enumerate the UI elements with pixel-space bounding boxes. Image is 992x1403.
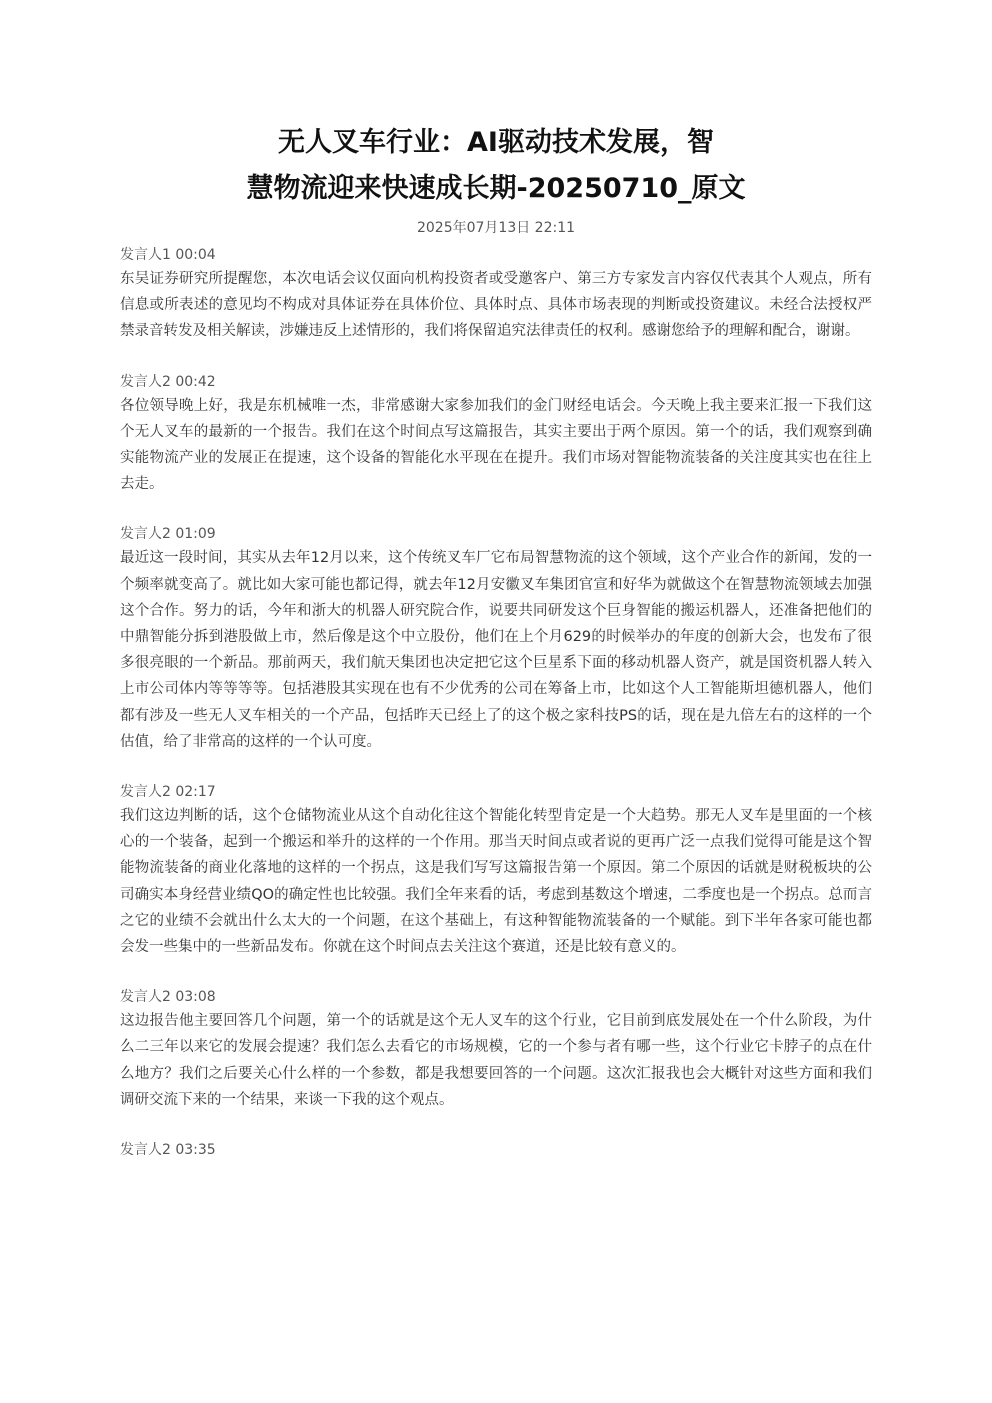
- transcript-segment: [120, 986, 872, 1113]
- segment-text: 各位领导晚上好，我是东机械唯一杰，非常感谢大家参加我们的金门财经电话会。今天晚上我主要来汇报一下我们这个无人叉车的最新的一个报告。我们在这个时间点写这篇报告，其实主要出于两个原因。第一个的话，我们观察到确实能物流产业的发展正在提速，这个设备的智能化水平现在在提升。我们市场对智能物流装备的关注度其实也在往上去走。: [120, 397, 872, 493]
- segment-text: 这边报告他主要回答几个问题，第一个的话就是这个无人叉车的这个行业，它目前到底发展处在一个什么阶段，为什么二三年以来它的发展会提速？我们怎么去看它的市场规模，它的一个参与者有哪一些，这个行业它卡脖子的点在什么地方？我们之后要关心什么样的一个参数，都是我想要回答的一个问题。这次汇报我也会大概针对这些方面和我们调研交流下来的一个结果，来谈一下我的这个观点。: [120, 1013, 872, 1108]
- title-line-2: 慧物流迎来快速成长期-20250710_原文: [246, 173, 746, 204]
- transcript-segment: [120, 371, 872, 498]
- speaker-timestamp: 发言人2 03:35: [120, 1142, 216, 1159]
- document-title: [120, 120, 872, 212]
- segment-text: 东吴证券研究所提醒您，本次电话会议仅面向机构投资者或受邀客户、第三方专家发言内容仅代表其个人观点，所有信息或所表述的意见均不构成对具体证券在具体价位、具体时点、具体市场表现的判断或投资建议。未经合法授权严禁录音转发及相关解读，涉嫌违反上述情形的，我们将保留追究法律责任的权利。感谢您给予的理解和配合，谢谢。: [120, 271, 872, 340]
- speaker-timestamp: 发言人2 01:09: [120, 526, 216, 543]
- transcript: [120, 244, 872, 1187]
- document-date: 2025年07月13日 22:11: [416, 220, 576, 236]
- segment-text: 最近这一段时间，其实从去年12月以来，这个传统叉车厂它布局智慧物流的这个领域，这个产业合作的新闻，发的一个频率就变高了。就比如大家可能也都记得，就去年12月安徽叉车集团官宣和好华为就做这个在智慧物流领域去加强这个合作。努力的话，今年和浙大的机器人研究院合作，说要共同研发这个巨身智能的搬运机器人，还准备把他们的中鼎智能分拆到港股做上市，然后像是这个中立股份，他们在上个月629的时候举办的年度的创新大会，也发布了很多很亮眼的一个新品。那前两天，我们航天集团也决定把它这个巨星系下面的移动机器人资产，就是国资机器人转入上市公司体内等等等等。包括港股其实现在也有不少优秀的公司在筹备上市，比如这个人工智能斯坦德机器人，他们都有涉及一些无人叉车相关的一个产品，包括昨天已经上了的这个极之家科技PS的话，现在是九倍左右的这样的一个估值，给了非常高的这样的一个认可度。: [120, 550, 872, 750]
- transcript-segment: [120, 244, 872, 345]
- transcript-segment: [120, 781, 872, 960]
- speaker-timestamp: 发言人1 00:04: [120, 247, 216, 263]
- segment-text: 我们这边判断的话，这个仓储物流业从这个自动化往这个智能化转型肯定是一个大趋势。那无人叉车是里面的一个核心的一个装备，起到一个搬运和举升的这样的一个作用。那当天时间点或者说的更再广泛一点我们觉得可能是这个智能物流装备的商业化落地的这样的一个拐点，这是我们写写这篇报告第一个原因。第二个原因的话就是财税板块的公司确实本身经营业绩QO的确定性也比较强。我们全年来看的话，考虑到基数这个增速，二季度也是一个拐点。总而言之它的业绩不会就出什么太大的一个问题，在这个基础上，有这种智能物流装备的一个赋能。到下半年各家可能也都会发一些集中的一些新品发布。你就在这个时间点去关注这个赛道，还是比较有意义的。: [120, 808, 872, 956]
- transcript-segment: [120, 523, 872, 755]
- speaker-timestamp: 发言人2 03:08: [120, 989, 216, 1006]
- speaker-timestamp: 发言人2 00:42: [120, 373, 216, 390]
- speaker-timestamp: 发言人2 02:17: [120, 784, 216, 801]
- title-line-1: 无人叉车行业：AI驱动技术发展，智: [278, 127, 714, 158]
- transcript-segment: [120, 1139, 872, 1161]
